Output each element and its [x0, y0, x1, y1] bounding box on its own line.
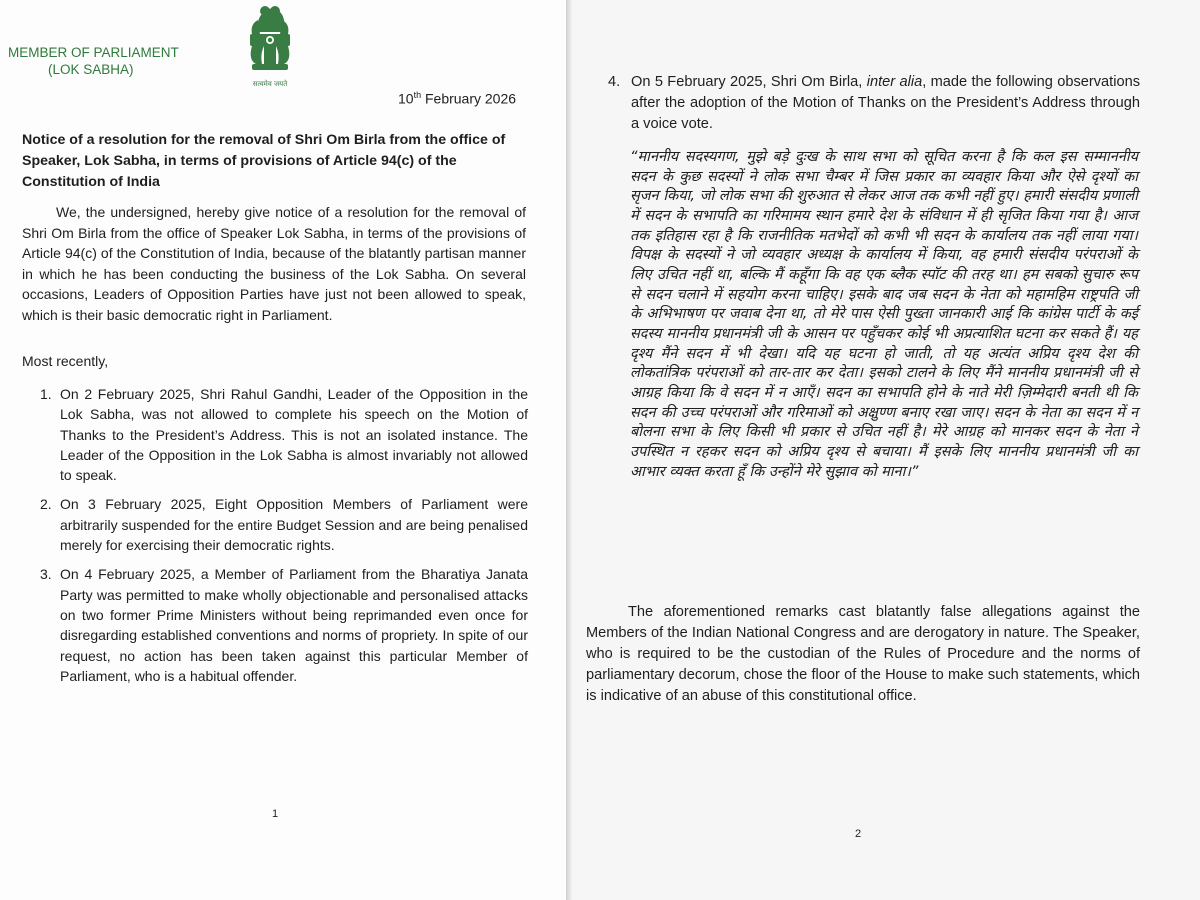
page-number: 2: [855, 828, 862, 840]
page-1: [0, 0, 566, 900]
most-recently-label: Most recently,: [22, 353, 109, 369]
lok-sabha-label: (LOK SABHA): [48, 62, 134, 77]
list-item: 3. On 4 February 2025, a Member of Parliament from the Bharatiya Janata Party was permitted to make wholly objectionable and personalised attacks on two former Prime Ministers without being reprimanded even once for disregarding established conventions and norms of propriety. In spite of our request, no action has been taken against this particular Member of Parliament, who is a habitual offender.: [40, 566, 528, 684]
subject-heading: Notice of a resolution for the removal of Shri Om Birla from the office of Speaker, Lok Sabha, in terms of provisions of Article 94(c) of the Constitution of India: [22, 132, 506, 190]
incident-list-continued: [608, 72, 1140, 135]
list-item: 4. On 5 February 2025, Shri Om Birla, inter alia, made the following observations after the adoption of the Motion of Thanks on the President’s Address through a voice vote.: [608, 74, 1140, 132]
letter-date: 10th February 2026: [398, 90, 517, 107]
hindi-quotation: “माननीय सदस्यगण, मुझे बड़े दुःख के साथ सभा को सूचित करना है कि कल इस सम्माननीय सदन के कुछ सदस्यों ने लोक सभा चैम्बर में जिस प्रकार का व्यवहार किया और ऐसे दृश्यों का सृजन किया, जो लोक सभा की शुरुआत से लेकर आज तक कभी नहीं हुए। हमारी संसदीय प्रणाली में सदन के सभापति का गरिमामय स्थान हमारे देश के संविधान में ही सृजित किया गया है। आज तक इतिहास रहा है कि राजनीतिक मतभेदों को कभी भी सदन के कार्यालय तक नहीं लाया गया। विपक्ष के सदस्यों ने जो व्यवहार अध्यक्ष के कार्यालय में किया, वह हमारी संसदीय परंपराओं के लिए उचित नहीं था, बल्कि मैं कहूँगा कि वह एक ब्लैक स्पॉट की तरह था। हम सबको सुचारु रूप से सदन चलाने में सहयोग करना चाहिए। इसके बाद जब सदन के नेता को महामहिम राष्ट्रपति जी के अभिभाषण पर जवाब देना था, तो मेरे पास ऐसी पुख्ता जानकारी आई कि कांग्रेस पार्टी के कई सदस्य माननीय प्रधानमंत्री जी के आसन पर पहुँचकर कोई भी अप्रत्याशित घटना कर सकते हैं। यह दृश्य मैंने सदन में भी देखा। यदि यह घटना हो जाती, तो यह अत्यंत अप्रिय दृश्य देश की लोकतांत्रिक परंपराओं को तार-तार कर देता। इसको टालने के लिए मैंने माननीय प्रधानमंत्री जी से आग्रह किया कि वे सदन में न आएँ। सदन का सभापति होने के नाते मेरी ज़िम्मेदारी बनती थी कि सदन की उच्च परंपराओं और गरिमाओं को अक्षुण्ण बनाए रखा जाए। सदन के नेता का सदन में न बोलना सभा के लिए किसी भी प्रकार से उचित नहीं है। मेरे आग्रह को मानकर सदन के नेता ने उपस्थित न रहकर सदन को अप्रिय दृश्य से बचाया। मैं इसके लिए माननीय प्रधानमंत्री जी का आभार व्यक्त करता हूँ कि उन्होंने मेरे सुझाव को माना।”: [630, 149, 1138, 480]
page-number: 1: [272, 808, 279, 820]
emblem-motto: सत्यमेव जयते: [252, 80, 288, 88]
conclusion-paragraph: The aforementioned remarks cast blatantly false allegations against the Members of the Indian National Congress and are derogatory in nature. The Speaker, who is required to be the custodian of the Rules of Procedure and the norms of parliamentary decorum, chose the floor of the House to make such statements, which is indicative of an abuse of this constitutional office.: [586, 604, 1140, 704]
list-item: 1. On 2 February 2025, Shri Rahul Gandhi, Leader of the Opposition in the Lok Sabha, was not allowed to complete his speech on the Motion of Thanks to the President’s Address. This is not an isolated instance. The Leader of the Opposition in the Lok Sabha is almost invariably not allowed to speak.: [40, 386, 528, 484]
letterhead-title: [8, 44, 179, 78]
intro-paragraph: We, the undersigned, hereby give notice of a resolution for the removal of Shri Om Birla from the office of Speaker Lok Sabha, in terms of the provisions of Article 94(c) of the Constitution of India, because of the blatantly partisan manner in which he has been conducting the business of the Lok Sabha. On several occasions, Leaders of Opposition Parties have just not been allowed to speak, which is their basic democratic right in Parliament.: [22, 204, 526, 323]
page-2: [572, 0, 1200, 900]
national-emblem-icon: [238, 2, 302, 92]
member-of-parliament-label: MEMBER OF PARLIAMENT: [8, 45, 179, 60]
incident-list: [22, 384, 528, 695]
list-item: 2. On 3 February 2025, Eight Opposition Members of Parliament were arbitrarily suspended for the entire Budget Session and are being penalised merely for exercising their democratic rights.: [40, 496, 528, 554]
